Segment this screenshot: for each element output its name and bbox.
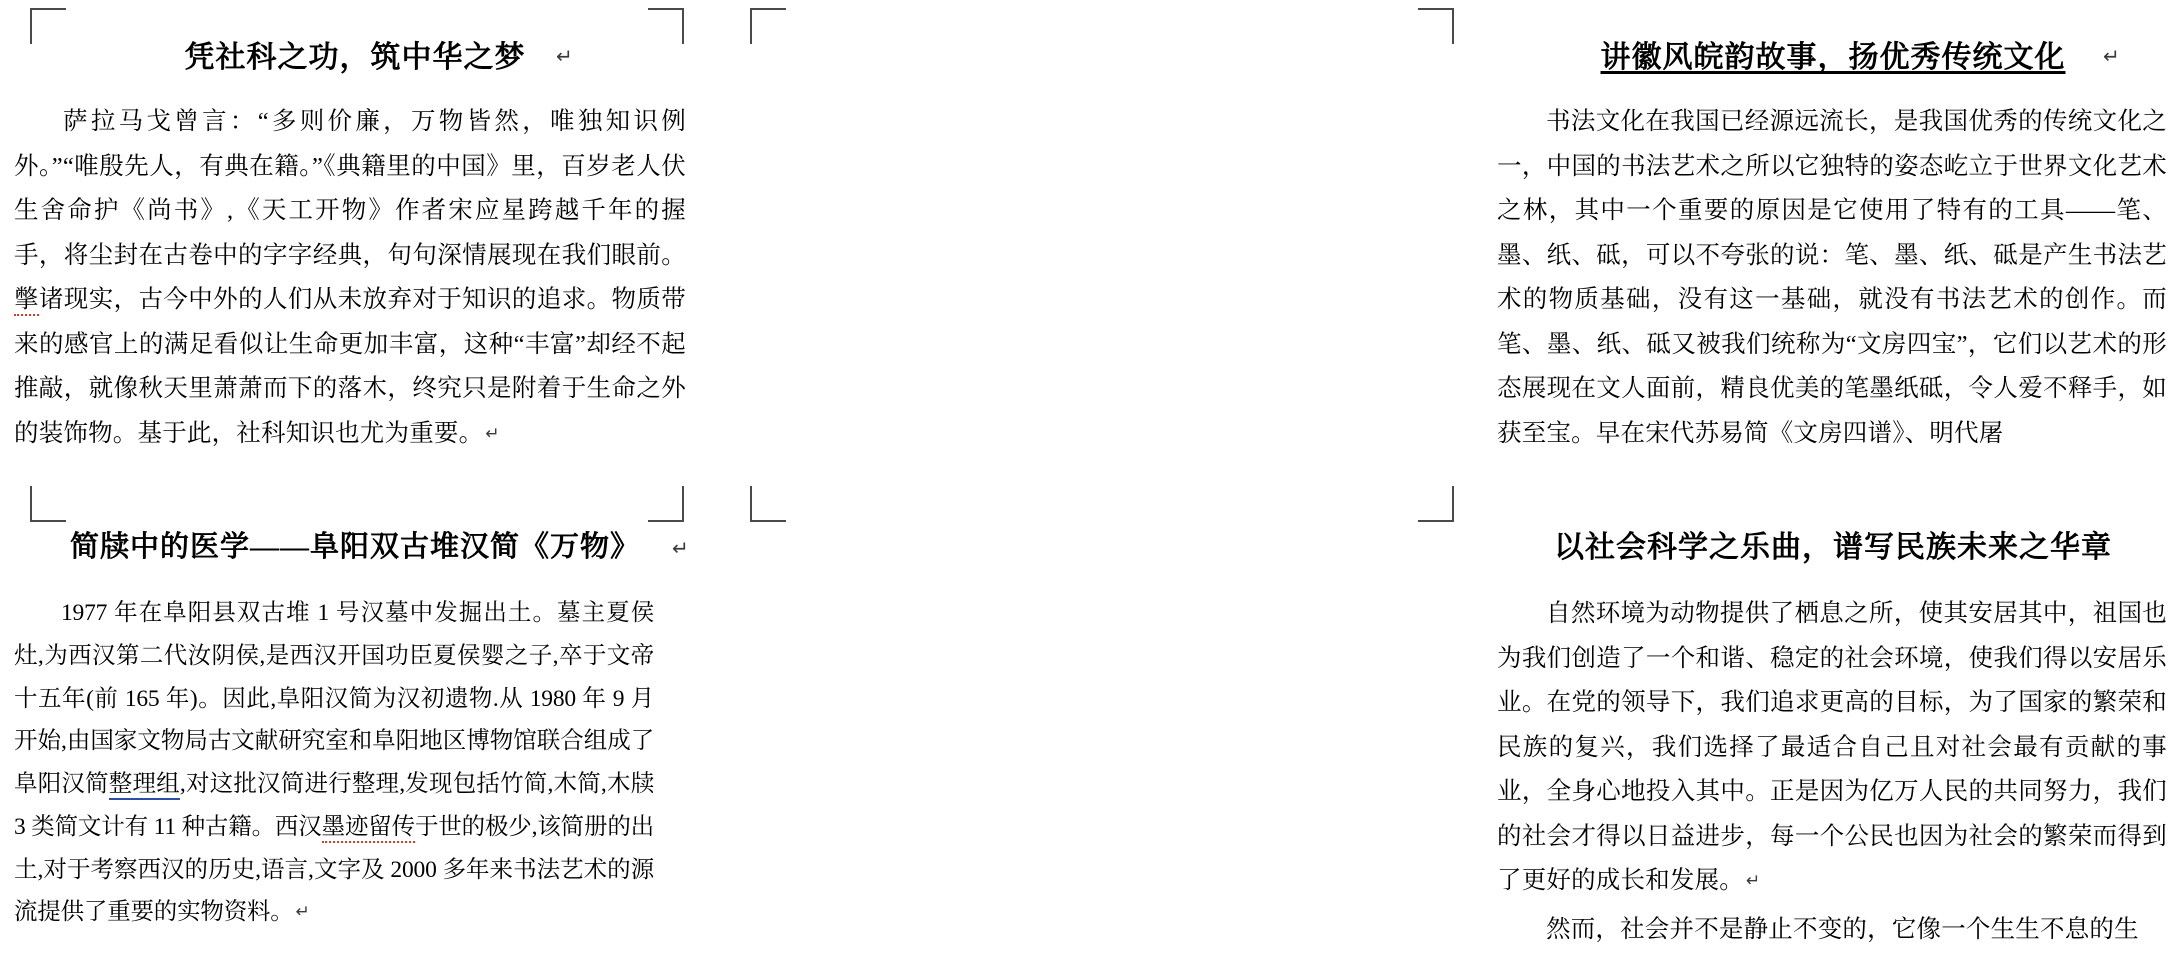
left-column xyxy=(0,0,731,945)
paragraph-mark-a: ↵ xyxy=(485,424,500,445)
article-title-b: 简牍中的医学——阜阳双古堆汉简《万物》 xyxy=(69,531,640,563)
article-title-c-part1: 讲徽风皖韵故事， xyxy=(1600,41,1849,74)
article-title-c-part2: 扬优秀传统文化 xyxy=(1848,41,2066,74)
article-title-d: 以社会科学之乐曲，谱写民族未来之华章 xyxy=(1554,531,2112,564)
article-body-b-part2: ,对这批汉简进行整理,发现包括竹简,木简,木牍 3 类简文计有 11 种古籍。西汉 xyxy=(14,771,655,840)
article-title-a: 凭社科之功，筑中华之梦 xyxy=(184,41,526,74)
right-column xyxy=(731,0,2167,945)
article-body-b-part1: 1977 年在阜阳县双古堆 1 号汉墓中发掘出土。墓主夏侯灶,为西汉第二代汝阴侯,是西汉开国功臣夏侯婴之子,卒于文帝十五年(前 165 年)。因此,阜阳汉简为汉初遗物.从 1980 年 9 月开始,由国家文物局古文献研究室和阜阳地区博物馆联合组成了阜阳汉简 xyxy=(14,600,654,798)
article-body-a xyxy=(14,100,686,457)
article-body-c: 书法文化在我国已经源远流长，是我国优秀的传统文化之一，中国的书法艺术之所以它独特的姿态屹立于世界文化艺术之林，其中一个重要的原因是它使用了特有的工具——笔、墨、纸、砥，可以不夸张的说：笔、墨、纸、砥是产生书法艺术的物质基础，没有这一基础，就没有书法艺术的创作。而笔、墨、纸、砥又被我们统称为“文房四宝”，它们以艺术的形态展现在文人面前，精良优美的笔墨纸砥，令人爱不释手，如获至宝。早在宋代苏易简《文房四谱》、明代屠 xyxy=(1497,108,2167,448)
spelling-error-a[interactable]: 撆 xyxy=(14,286,39,316)
article-body-d xyxy=(1497,592,2167,904)
paragraph-mark-title-b: ↵ xyxy=(672,538,689,560)
paragraph-mark-b: ↵ xyxy=(295,902,310,923)
article-body-d-next: 然而，社会并不是静止不变的，它像一个生生不息的生 xyxy=(1546,916,2139,943)
grammar-error-b[interactable]: 整理组 xyxy=(109,771,180,800)
article-body-b-part3: 于世的极少,该简册的出土,对于考察西汉的历史,语言,文字及 2000 多年来书法艺术的源流提供了重要的实物资料。 xyxy=(14,813,654,926)
article-body-a-part2: 诸现实，古今中外的人们从未放弃对于知识的追求。物质带来的感官上的满足看似让生命更加丰富，这种“丰富”却经不起推敲，就像秋天里萧萧而下的落木，终究只是附着于生命之外的装饰物。基于此，社科知识也尤为重要。 xyxy=(14,286,687,448)
article-body-b xyxy=(14,592,654,934)
article-body-d-text: 自然环境为动物提供了栖息之所，使其安居其中，祖国也为我们创造了一个和谐、稳定的社会环境，使我们得以安居乐业。在党的领导下，我们追求更高的目标，为了国家的繁荣和民族的复兴，我们选择了最适合自己且对社会最有贡献的事业，全身心地投入其中。正是因为亿万人民的共同努力，我们的社会才得以日益进步，每一个公民也因为社会的繁荣而得到了更好的成长和发展。 xyxy=(1497,600,2167,895)
paragraph-mark-d: ↵ xyxy=(1746,871,1761,892)
spelling-error-b[interactable]: 墨迹留传 xyxy=(322,814,415,843)
article-title-c xyxy=(1493,38,2173,79)
paragraph-mark-title-c: ↵ xyxy=(2103,46,2120,68)
article-body-a-part1: 萨拉马戈曾言：“多则价廉，万物皆然，唯独知识例外。”“唯殷先人，有典在籍。”《典籍里的中国》里，百岁老人伏生舍命护《尚书》,《天工开物》作者宋应星跨越千年的握手，将尘封在古卷中的字字经典，句句深情展现在我们眼前。 xyxy=(14,108,686,269)
paragraph-mark-title-a: ↵ xyxy=(556,46,573,68)
